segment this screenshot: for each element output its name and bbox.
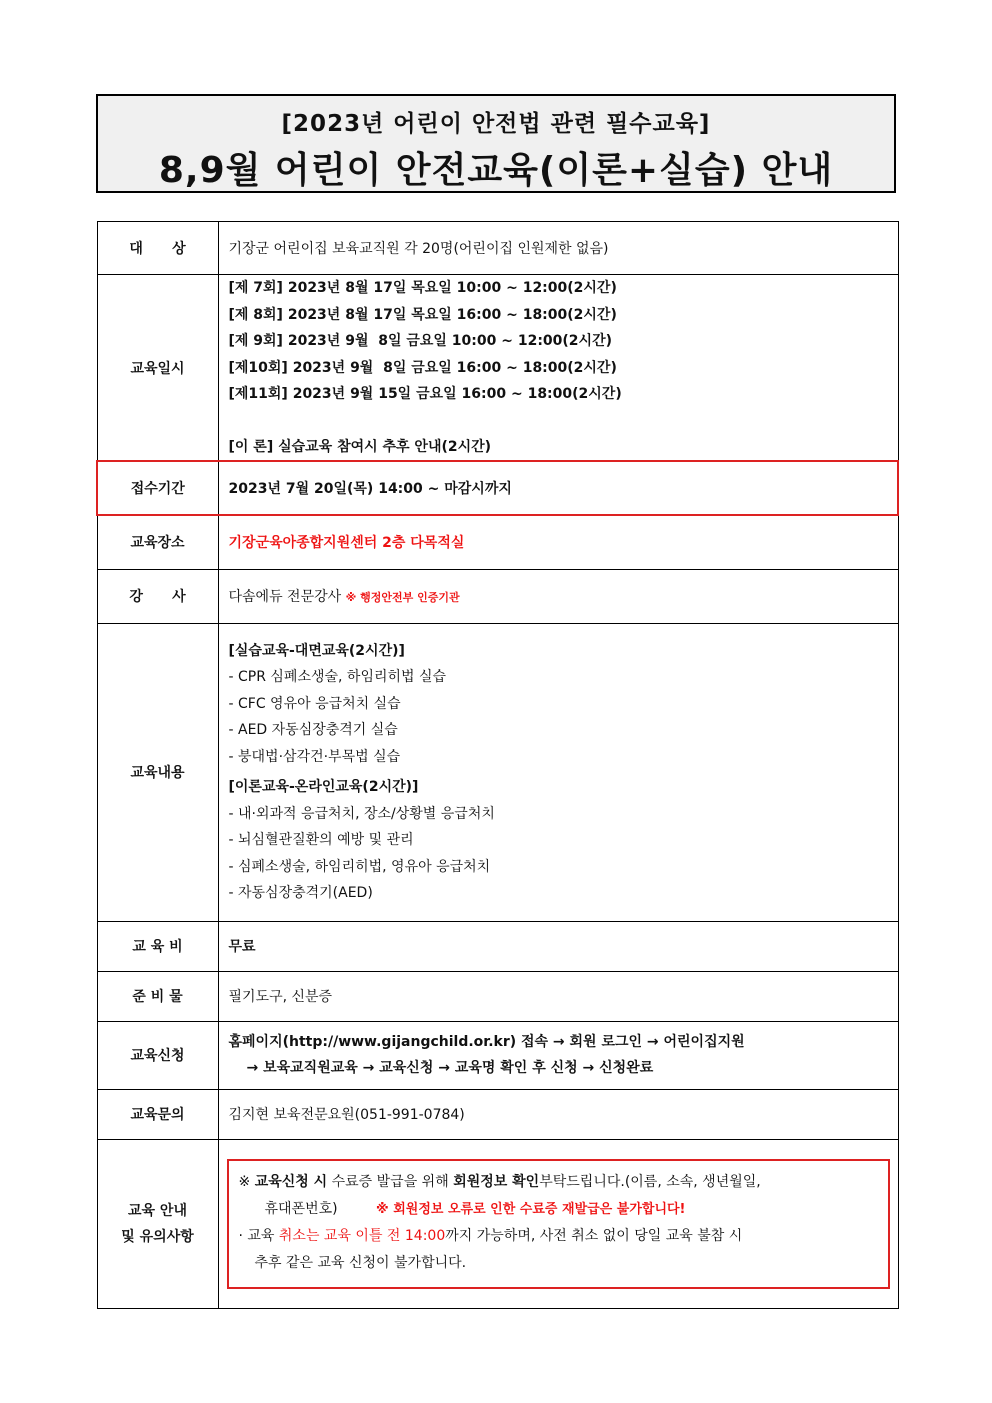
value-registration: 2023년 7월 20일(목) 14:00 ~ 마감시까지 <box>218 461 898 515</box>
notice-text: 부탁드립니다.(이름, 소속, 생년월일, <box>539 1173 761 1190</box>
title-line-2: 8,9월 어린이 안전교육(이론+실습) 안내 <box>158 150 834 191</box>
session-7: [제 7회] 2023년 8월 17일 목요일 10:00 ~ 12:00(2시간) <box>228 280 617 296</box>
row-notice <box>97 1139 898 1308</box>
notice-warning: ※ 회원정보 오류로 인한 수료증 재발급은 불가합니다! <box>376 1201 686 1217</box>
notice-2-cont: 추후 같은 교육 신청이 불가합니다. <box>254 1254 467 1271</box>
label-venue: 교육장소 <box>97 515 218 569</box>
row-inquiry <box>97 1089 898 1139</box>
value-supplies: 필기도구, 신분증 <box>218 971 898 1021</box>
notice-text: 까지 가능하며, 사전 취소 없이 당일 교육 불참 시 <box>445 1227 743 1244</box>
label-registration: 접수기간 <box>97 461 218 515</box>
label-schedule: 교육일시 <box>97 275 218 462</box>
practice-item: - CFC 영유아 응급처치 실습 <box>228 695 401 712</box>
label-supplies: 준 비 물 <box>97 971 218 1021</box>
label-notice <box>97 1139 218 1308</box>
notice-text: 수료증 발급을 위해 <box>327 1173 454 1190</box>
apply-line-2: → 보육교직원교육 → 교육신청 → 교육명 확인 후 신청 → 신청완료 <box>246 1060 654 1076</box>
row-instructor <box>97 569 898 623</box>
notice-label-1: 교육 안내 <box>128 1202 187 1219</box>
row-fee <box>97 921 898 971</box>
value-fee: 무료 <box>218 921 898 971</box>
theory-item: - 내·외과적 응급처치, 장소/상황별 응급처치 <box>228 805 495 822</box>
notice-text: · 교육 <box>238 1227 279 1244</box>
session-9: [제 9회] 2023년 9월 8일 금요일 10:00 ~ 12:00(2시간) <box>228 333 612 349</box>
instructor-note: ※ 행정안전부 인증기관 <box>345 591 460 604</box>
value-notice <box>218 1139 898 1308</box>
value-content <box>218 623 898 921</box>
practice-item: - 붕대법·삼각건·부목법 실습 <box>228 748 401 765</box>
label-fee: 교 육 비 <box>97 921 218 971</box>
practice-title: [실습교육-대면교육(2시간)] <box>228 642 405 659</box>
row-registration <box>97 461 898 515</box>
theory-item: - 뇌심혈관질환의 예방 및 관리 <box>228 832 414 848</box>
row-supplies <box>97 971 898 1021</box>
label-target: 대 상 <box>97 222 218 275</box>
value-inquiry: 김지현 보육전문요원(051-991-0784) <box>218 1089 898 1139</box>
notice-mark: ※ <box>238 1173 255 1190</box>
value-instructor <box>218 569 898 623</box>
row-venue <box>97 515 898 569</box>
row-target <box>97 222 898 275</box>
row-apply <box>97 1021 898 1089</box>
value-schedule <box>218 275 898 462</box>
label-apply: 교육신청 <box>97 1021 218 1089</box>
notice-bold: 교육신청 시 <box>254 1173 328 1190</box>
notice-1-cont <box>239 1196 880 1223</box>
instructor-name: 다솜에듀 전문강사 <box>228 589 342 605</box>
theory-item: - 심폐소생술, 하임리히법, 영유아 응급처치 <box>228 858 491 875</box>
session-10: [제10회] 2023년 9월 8일 금요일 16:00 ~ 18:00(2시간) <box>228 359 617 376</box>
notice-red: 취소는 교육 이틀 전 14:00 <box>278 1227 446 1244</box>
notice-bold: 회원정보 확인 <box>453 1173 540 1190</box>
label-content: 교육내용 <box>97 623 218 921</box>
notice-1 <box>239 1169 880 1196</box>
label-instructor: 강 사 <box>97 569 218 623</box>
session-8: [제 8회] 2023년 8월 17일 목요일 16:00 ~ 18:00(2시간) <box>228 306 617 323</box>
value-venue: 기장군육아종합지원센터 2층 다목적실 <box>218 515 898 569</box>
notice-text: 휴대폰번호) <box>264 1200 338 1217</box>
notice-box <box>227 1159 890 1289</box>
row-schedule <box>97 275 898 462</box>
notice-label-2: 및 유의사항 <box>121 1228 194 1245</box>
session-11: [제11회] 2023년 9월 15일 금요일 16:00 ~ 18:00(2시간) <box>228 386 622 402</box>
value-apply <box>218 1021 898 1089</box>
practice-item: - AED 자동심장충격기 실습 <box>228 722 398 738</box>
label-inquiry: 교육문의 <box>97 1089 218 1139</box>
title-box <box>96 94 896 193</box>
theory-title: [이론교육-온라인교육(2시간)] <box>228 779 419 795</box>
apply-line-1: 홈페이지(http://www.gijangchild.or.kr) 접속 → 회원 로그인 → 어린이집지원 <box>228 1033 745 1050</box>
info-table <box>96 221 899 1309</box>
notice-2 <box>239 1223 880 1250</box>
practice-item: - CPR 심폐소생술, 하임리히법 실습 <box>228 669 447 685</box>
row-content <box>97 623 898 921</box>
theory-note: [이 론] 실습교육 참여시 추후 안내(2시간) <box>228 438 492 455</box>
theory-item: - 자동심장충격기(AED) <box>228 885 373 901</box>
title-line-1: [2023년 어린이 안전법 관련 필수교육] <box>281 111 711 137</box>
value-target: 기장군 어린이집 보육교직원 각 20명(어린이집 인원제한 없음) <box>218 222 898 275</box>
